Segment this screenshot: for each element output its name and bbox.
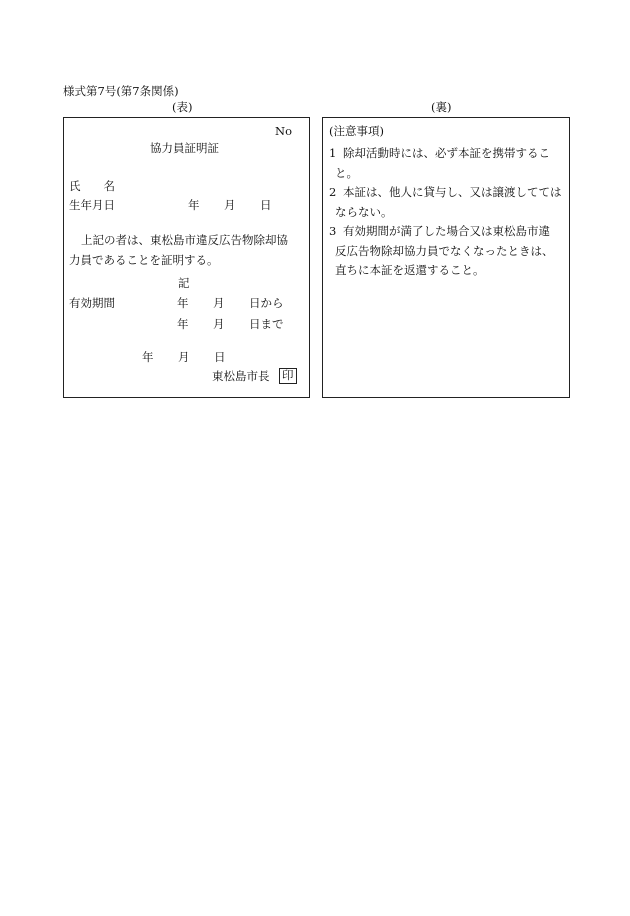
note-number: 1 <box>329 146 337 160</box>
statement-line-1: 上記の者は、東松島市違反広告物除却協 <box>81 233 288 247</box>
validity-from-day: 日から <box>249 296 284 310</box>
issue-month: 月 <box>178 350 190 364</box>
validity-until-day: 日まで <box>249 317 284 331</box>
note-item <box>329 222 565 281</box>
dob-year: 年 <box>188 198 200 212</box>
issue-day: 日 <box>214 350 226 364</box>
note-line: 除却活動時には、必ず本証を携帯するこ <box>343 146 550 160</box>
ki-label: 記 <box>178 276 190 290</box>
note-line: 直ちに本証を返還すること。 <box>335 263 485 277</box>
note-number: 2 <box>329 185 337 199</box>
card-title: 協力員証明証 <box>150 141 219 155</box>
dob-month: 月 <box>224 198 236 212</box>
back-card <box>322 117 570 398</box>
validity-from-year: 年 <box>177 296 189 310</box>
validity-until-month: 月 <box>213 317 225 331</box>
issuer-name: 東松島市長 <box>212 369 270 383</box>
statement-line-2: 力員であることを証明する。 <box>69 253 219 267</box>
dob-day: 日 <box>260 198 272 212</box>
dob-label: 生年月日 <box>69 198 115 212</box>
note-item <box>329 183 565 222</box>
notes-title: (注意事項) <box>329 124 384 138</box>
note-line: 反広告物除却協力員でなくなったときは、 <box>335 243 554 258</box>
note-line: 本証は、他人に貸与し、又は譲渡してては <box>343 185 562 199</box>
validity-from-month: 月 <box>213 296 225 310</box>
validity-until-year: 年 <box>177 317 189 331</box>
issue-year: 年 <box>142 350 154 364</box>
name-label: 氏 名 <box>69 179 115 193</box>
note-line: と。 <box>335 165 358 180</box>
seal-box: 印 <box>279 368 297 384</box>
note-line: 有効期間が満了した場合又は東松島市違 <box>343 224 550 238</box>
form-header: 様式第7号(第7条関係) <box>63 84 179 98</box>
front-card <box>63 117 310 398</box>
note-line: ならない。 <box>335 204 393 219</box>
note-number: 3 <box>329 224 337 238</box>
card-number-label: No <box>275 124 292 138</box>
note-item <box>329 144 565 183</box>
back-side-label: (裏) <box>431 100 452 114</box>
validity-label: 有効期間 <box>69 296 115 310</box>
front-side-label: (表) <box>172 100 193 114</box>
